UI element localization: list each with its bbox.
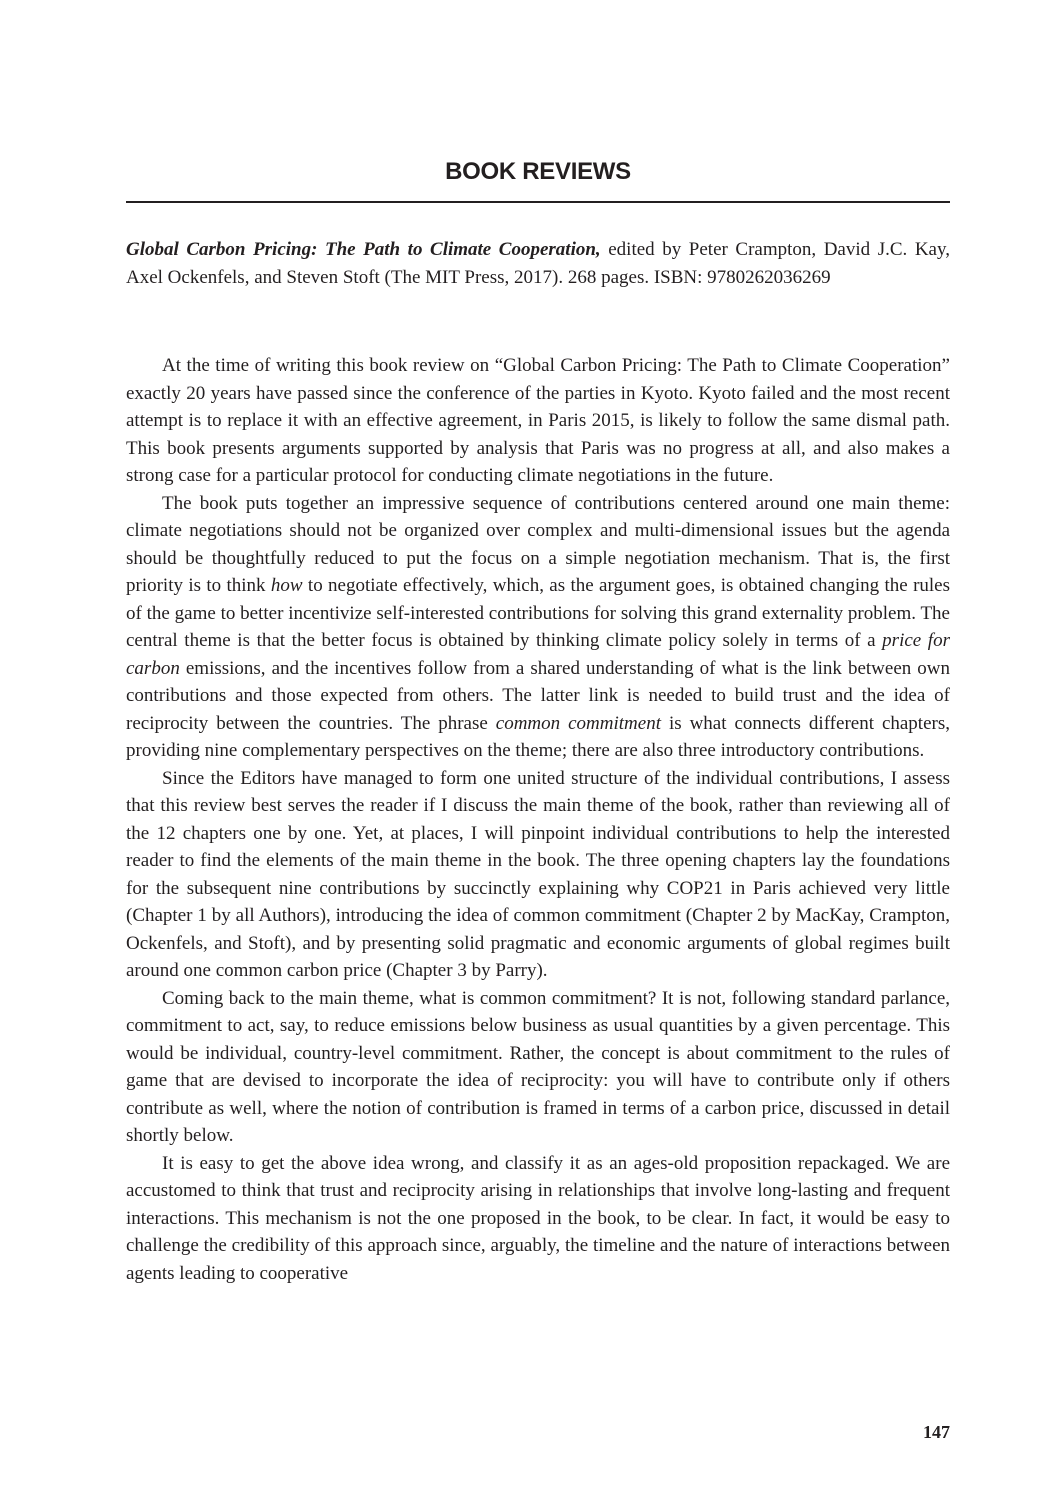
paragraph-2-part-d: is what connects different chapters, providing nine complementary perspectives on the theme; there are also three introductory contributions. bbox=[126, 712, 950, 761]
paragraph-5: It is easy to get the above idea wrong, and classify it as an ages-old proposition repackaged. We are accustomed to think that trust and reciprocity arising in relationships that involve long-lasting and frequent interactions. This mechanism is not the one proposed in the book, to be clear. In fact, it would be easy to challenge the credibility of this approach since, arguably, the timeline and the nature of interactions between agents leading to cooperative bbox=[126, 1152, 950, 1284]
review-body bbox=[126, 352, 950, 1287]
paragraph-2-part-a: The book puts together an impressive sequence of contributions centered around one main theme: climate negotiations should not be organized over complex and multi-dimensional issues but the agenda should be thoughtfully reduced to put the focus on a simple negotiation mechanism. That is, the first priority is to think bbox=[126, 492, 950, 596]
journal-page bbox=[126, 0, 950, 1500]
section-title: BOOK REVIEWS bbox=[445, 158, 631, 185]
paragraph-3: Since the Editors have managed to form one united structure of the individual contributions, I assess that this review best serves the reader if I discuss the main theme of the book, rather than reviewing all of the 12 chapters one by one. Yet, at places, I will pinpoint individual contributions to help the interested reader to find the elements of the main theme in the book. The three opening chapters lay the foundations for the subsequent nine contributions by succinctly explaining why COP21 in Paris achieved very little (Chapter 1 by all Authors), introducing the idea of common commitment (Chapter 2 by MacKay, Crampton, Ockenfels, and Stoft), and by presenting solid pragmatic and economic arguments of global regimes built around one common carbon price (Chapter 3 by Parry). bbox=[126, 767, 950, 981]
page-number: 147 bbox=[923, 1422, 950, 1442]
paragraph-1: At the time of writing this book review on “Global Carbon Pricing: The Path to Climate Cooperation” exactly 20 years have passed since the conference of the parties in Kyoto. Kyoto failed and the most recent attempt is to replace it with an effective agreement, in Paris 2015, is likely to follow the same dismal path. This book presents arguments supported by analysis that Paris was no progress at all, and also makes a strong case for a particular protocol for conducting climate negotiations in the future. bbox=[126, 355, 950, 486]
book-citation bbox=[126, 236, 950, 291]
book-title: Global Carbon Pricing: The Path to Climate Cooperation, bbox=[126, 239, 601, 260]
emphasis-price-for-carbon: price for carbon bbox=[126, 630, 950, 679]
paragraph-2-part-c: emissions, and the incentives follow from a shared understanding of what is the link between own contributions and those expected from others. The latter link is needed to build trust and the idea of reciprocity between the countries. The phrase bbox=[126, 657, 950, 734]
emphasis-how: how bbox=[270, 575, 303, 596]
paragraph-2 bbox=[126, 490, 950, 765]
paragraph-2-part-b: to negotiate effectively, which, as the argument goes, is obtained changing the rules of the game to better incentivize self-interested contributions for solving this grand externality problem. The central theme is that the better focus is obtained by thinking climate policy solely in terms of a bbox=[126, 575, 950, 651]
paragraph-4: Coming back to the main theme, what is common commitment? It is not, following standard parlance, commitment to act, say, to reduce emissions below business as usual quantities by a given percentage. This would be individual, country-level commitment. Rather, the concept is about commitment to the rules of game that are devised to incorporate the idea of reciprocity: you will have to contribute only if others contribute as well, where the notion of contribution is framed in terms of a carbon price, discussed in detail shortly below. bbox=[126, 987, 950, 1146]
emphasis-common-commitment: common commitment bbox=[495, 712, 661, 734]
heading-divider bbox=[126, 201, 950, 203]
book-citation-details: edited by Peter Crampton, David J.C. Kay, Axel Ockenfels, and Steven Stoft (The MIT Press, 2017). 268 pages. ISBN: 9780262036269 bbox=[126, 239, 951, 288]
